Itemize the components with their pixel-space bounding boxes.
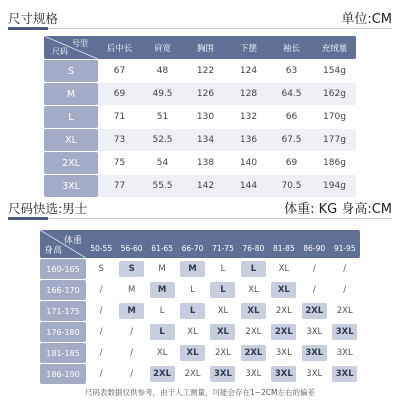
table-cell: 49.5 xyxy=(141,83,184,105)
table-cell: 70.5 xyxy=(270,175,313,197)
height-label: 186-190 xyxy=(40,364,86,384)
size-recommendation: M xyxy=(127,285,136,295)
table-cell: 124 xyxy=(239,66,258,76)
footnote: 尺码表数据仅供参考，由于人工测量，可能会存在1~2CM左右的偏差 xyxy=(84,388,316,397)
size-recommendation: 3XL xyxy=(271,366,296,382)
table-row xyxy=(40,259,360,279)
table-cell: 170g xyxy=(323,112,346,122)
corner-top-label: 体重 xyxy=(63,236,82,246)
table-cell xyxy=(116,259,146,279)
table-cell xyxy=(147,301,177,321)
table-cell xyxy=(238,280,268,300)
table-cell xyxy=(147,259,177,279)
size-recommendation: XL xyxy=(241,303,266,319)
table-cell xyxy=(208,322,238,342)
table-cell xyxy=(86,259,116,279)
table-row xyxy=(40,322,360,342)
table-row xyxy=(44,175,356,197)
size-recommendation: S xyxy=(119,261,144,277)
table-cell xyxy=(238,259,268,279)
size-recommendation: M xyxy=(158,264,166,274)
table-cell xyxy=(330,343,360,363)
table-cell: 134 xyxy=(184,129,227,151)
divider xyxy=(8,218,392,219)
quick-pick-table xyxy=(40,230,360,384)
size-recommendation: 3XL xyxy=(275,348,292,358)
table-cell xyxy=(86,301,116,321)
table-cell xyxy=(177,343,207,363)
size-chart-header xyxy=(8,8,392,27)
size-recommendation: 3XL xyxy=(245,369,262,379)
table-cell: 128 xyxy=(227,83,270,105)
size-label: 3XL xyxy=(44,175,98,197)
table-cell xyxy=(208,259,238,279)
table-cell: 67 xyxy=(113,66,126,76)
size-recommendation: 2XL xyxy=(336,306,353,316)
table-cell xyxy=(269,322,299,342)
height-label: 160-165 xyxy=(40,259,86,279)
table-cell: 142 xyxy=(184,175,227,197)
size-recommendation: S xyxy=(98,264,104,274)
divider xyxy=(8,28,392,29)
quick-pick-header xyxy=(8,198,392,217)
table-cell: 136 xyxy=(227,129,270,151)
size-recommendation: L xyxy=(180,303,205,319)
size-recommendation: XL xyxy=(156,348,168,358)
size-recommendation: L xyxy=(210,282,235,298)
size-recommendation: 3XL xyxy=(210,366,235,382)
table-cell xyxy=(147,343,177,363)
table-row xyxy=(44,60,356,82)
table-cell: 75 xyxy=(113,158,126,168)
table-cell xyxy=(208,280,238,300)
size-recommendation: / xyxy=(130,348,134,358)
table-cell: 71 xyxy=(113,112,126,122)
table-cell xyxy=(330,280,360,300)
unit-label: 单位:CM xyxy=(341,12,392,27)
column-header: 袖长 xyxy=(282,43,300,54)
table-cell: 140 xyxy=(239,158,258,168)
size-table xyxy=(44,36,356,197)
table-cell xyxy=(208,364,238,384)
table-cell: 138 xyxy=(196,158,215,168)
size-recommendation: XL xyxy=(180,345,205,361)
table-cell xyxy=(330,322,360,342)
size-recommendation: / xyxy=(99,327,103,337)
column-header: 肩宽 xyxy=(153,43,171,54)
table-cell: 130 xyxy=(196,112,215,122)
size-recommendation: / xyxy=(99,306,103,316)
size-recommendation: / xyxy=(130,369,134,379)
weight-header: 81-85 xyxy=(272,244,295,253)
table-cell xyxy=(299,364,329,384)
size-recommendation: / xyxy=(343,285,347,295)
table-cell xyxy=(269,280,299,300)
size-recommendation: XL xyxy=(248,285,259,295)
size-recommendation: L xyxy=(241,261,266,277)
size-recommendation: M xyxy=(180,261,205,277)
table-cell xyxy=(147,364,177,384)
table-cell xyxy=(86,280,116,300)
column-header: 胸围 xyxy=(196,43,214,54)
weight-header: 91-95 xyxy=(333,244,356,253)
table-row xyxy=(44,83,356,105)
size-recommendation: 2XL xyxy=(150,366,175,382)
size-recommendation: M xyxy=(119,303,144,319)
size-recommendation: 2XL xyxy=(241,345,266,361)
table-cell: 48 xyxy=(156,66,169,76)
table-cell: 132 xyxy=(239,112,258,122)
height-label: 176-180 xyxy=(40,322,86,342)
table-cell xyxy=(116,301,146,321)
size-recommendation: XL xyxy=(210,324,235,340)
size-recommendation: 3XL xyxy=(306,327,323,337)
table-cell xyxy=(147,280,177,300)
table-row xyxy=(40,343,360,363)
table-cell: 73 xyxy=(98,129,141,151)
size-recommendation: L xyxy=(150,324,175,340)
table-cell xyxy=(299,301,329,321)
table-cell: 122 xyxy=(196,66,215,76)
table-cell xyxy=(238,301,268,321)
table-cell: 67.5 xyxy=(270,129,313,151)
table-cell xyxy=(238,322,268,342)
size-table-header xyxy=(44,36,356,59)
weight-header: 86-90 xyxy=(303,244,326,253)
corner-top-label: 号型 xyxy=(72,39,88,48)
table-cell xyxy=(86,364,116,384)
table-cell xyxy=(269,301,299,321)
table-cell: 52.5 xyxy=(141,129,184,151)
table-cell xyxy=(116,280,146,300)
table-cell xyxy=(269,343,299,363)
table-row xyxy=(44,129,356,151)
table-cell: 154g xyxy=(323,66,346,76)
table-cell xyxy=(330,364,360,384)
size-label: 2XL xyxy=(44,152,98,174)
table-cell xyxy=(147,322,177,342)
table-cell: 144 xyxy=(227,175,270,197)
table-cell: 55.5 xyxy=(141,175,184,197)
table-cell xyxy=(177,280,207,300)
table-cell: 126 xyxy=(184,83,227,105)
table-cell xyxy=(330,259,360,279)
table-cell xyxy=(116,364,146,384)
size-recommendation: 3XL xyxy=(336,348,353,358)
size-recommendation: XL xyxy=(217,306,229,316)
size-recommendation: / xyxy=(312,264,316,274)
table-cell xyxy=(208,301,238,321)
table-cell xyxy=(116,343,146,363)
table-row xyxy=(44,152,356,174)
table-row xyxy=(40,301,360,321)
quick-pick-title: 尺码快选:男士 xyxy=(8,200,88,216)
column-header: 后中长 xyxy=(106,43,133,54)
weight-header: 71-75 xyxy=(212,244,234,253)
table-cell: 66 xyxy=(285,112,298,122)
size-label: S xyxy=(44,60,98,82)
column-header: 充绒量 xyxy=(321,43,348,54)
size-label: M xyxy=(44,83,98,105)
table-cell: 177g xyxy=(313,129,356,151)
height-label: 171-175 xyxy=(40,301,86,321)
table-cell xyxy=(86,322,116,342)
size-recommendation: M xyxy=(150,282,175,298)
size-table-corner xyxy=(44,36,98,59)
size-recommendation: 2XL xyxy=(275,306,292,316)
weight-header: 56-60 xyxy=(120,244,143,253)
size-recommendation: / xyxy=(99,348,103,358)
table-cell xyxy=(116,322,146,342)
table-cell xyxy=(299,259,329,279)
size-recommendation: / xyxy=(343,264,347,274)
size-recommendation: 2XL xyxy=(302,303,327,319)
corner-bottom-label: 身高 xyxy=(44,246,63,256)
table-cell: 54 xyxy=(156,158,169,168)
size-recommendation: 3XL xyxy=(306,369,323,379)
size-recommendation: L xyxy=(159,306,165,316)
quick-pick-units: 体重: KG 身高:CM xyxy=(284,202,392,217)
table-cell xyxy=(269,364,299,384)
table-cell: 51 xyxy=(156,112,169,122)
table-cell xyxy=(299,322,329,342)
table-cell xyxy=(238,364,268,384)
table-cell xyxy=(299,343,329,363)
size-recommendation: / xyxy=(130,327,134,337)
table-row xyxy=(44,106,356,128)
table-row xyxy=(40,364,360,384)
table-cell xyxy=(238,343,268,363)
table-cell: 69 xyxy=(98,83,141,105)
quick-table-corner xyxy=(40,230,86,258)
size-recommendation: 2XL xyxy=(184,369,201,379)
table-cell: 69 xyxy=(285,158,298,168)
size-recommendation: XL xyxy=(187,327,198,337)
size-label: L xyxy=(44,106,98,128)
size-label: XL xyxy=(44,129,98,151)
weight-header: 66-70 xyxy=(181,244,204,253)
table-cell xyxy=(86,343,116,363)
quick-table-header xyxy=(40,230,360,258)
size-recommendation: L xyxy=(220,264,226,274)
table-cell: 64.5 xyxy=(270,83,313,105)
corner-bottom-label: 尺码 xyxy=(52,47,68,56)
table-cell: 194g xyxy=(313,175,356,197)
size-recommendation: 3XL xyxy=(332,366,357,382)
table-cell: 63 xyxy=(285,66,298,76)
table-cell xyxy=(177,259,207,279)
table-cell xyxy=(208,343,238,363)
weight-header: 76-80 xyxy=(242,244,265,253)
size-recommendation: 3XL xyxy=(302,345,327,361)
table-cell: 162g xyxy=(313,83,356,105)
weight-header: 61-65 xyxy=(151,244,173,253)
table-cell xyxy=(177,364,207,384)
weight-header: 50-55 xyxy=(90,244,113,253)
height-label: 166-170 xyxy=(40,280,86,300)
table-cell: 186g xyxy=(323,158,346,168)
table-row xyxy=(40,280,360,300)
table-cell xyxy=(330,301,360,321)
table-cell: 77 xyxy=(98,175,141,197)
size-recommendation: 2XL xyxy=(245,327,262,337)
size-chart-title: 尺寸规格 xyxy=(8,10,59,26)
table-cell xyxy=(177,301,207,321)
table-cell xyxy=(269,259,299,279)
height-label: 181-185 xyxy=(40,343,86,363)
column-header: 下摆 xyxy=(239,43,257,54)
size-recommendation: L xyxy=(190,285,195,295)
size-recommendation: 2XL xyxy=(271,324,296,340)
table-cell xyxy=(177,322,207,342)
size-recommendation: / xyxy=(312,285,316,295)
size-recommendation: XL xyxy=(278,264,290,274)
size-recommendation: 3XL xyxy=(332,324,357,340)
size-recommendation: / xyxy=(99,369,103,379)
size-recommendation: XL xyxy=(271,282,296,298)
size-recommendation: / xyxy=(99,285,103,295)
table-cell xyxy=(299,280,329,300)
size-recommendation: 2XL xyxy=(214,348,231,358)
